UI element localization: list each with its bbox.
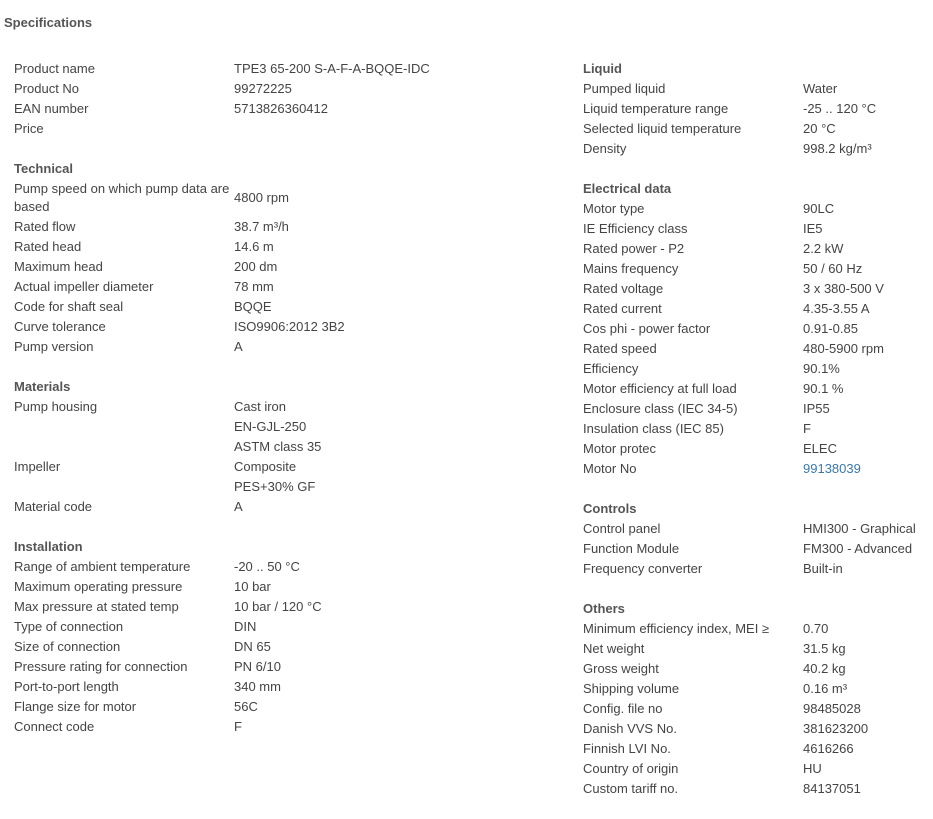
spec-label: Product No xyxy=(14,81,80,96)
spec-label: IE Efficiency class xyxy=(583,221,688,236)
spec-value: HU xyxy=(803,761,822,776)
spec-row xyxy=(14,79,454,99)
section-title: Liquid xyxy=(583,61,622,76)
spec-label: Maximum head xyxy=(14,259,103,274)
spec-label: Max pressure at stated temp xyxy=(14,599,179,614)
spec-label: Efficiency xyxy=(583,361,639,376)
spec-row xyxy=(14,637,454,657)
section-technical xyxy=(14,159,454,357)
spec-label: Rated flow xyxy=(14,219,76,234)
spec-row xyxy=(14,397,454,417)
spec-label: Motor protec xyxy=(583,441,656,456)
spec-row xyxy=(583,139,928,159)
section-materials xyxy=(14,377,454,517)
section-title: Technical xyxy=(14,161,74,176)
spec-label: Rated voltage xyxy=(583,281,664,296)
spec-row xyxy=(14,277,454,297)
spec-label xyxy=(14,417,234,437)
spec-value: 998.2 kg/m³ xyxy=(803,141,872,156)
spec-label: Motor type xyxy=(583,201,645,216)
spec-value: A xyxy=(234,339,243,354)
spec-row xyxy=(14,237,454,257)
spec-label: Port-to-port length xyxy=(14,679,119,694)
spec-label: Config. file no xyxy=(583,701,663,716)
spec-value: EN-GJL-250 xyxy=(234,419,307,434)
spec-row xyxy=(14,217,454,237)
spec-row xyxy=(583,439,928,459)
spec-value: -20 .. 50 °C xyxy=(234,559,300,574)
section-installation xyxy=(14,537,454,737)
spec-value: ISO9906:2012 3B2 xyxy=(234,319,345,334)
spec-row xyxy=(14,677,454,697)
spec-value: 0.16 m³ xyxy=(803,681,848,696)
spec-label: Motor No xyxy=(583,461,637,476)
section-title: Materials xyxy=(14,379,71,394)
spec-value: 90LC xyxy=(803,201,835,216)
spec-value: 56C xyxy=(234,699,258,714)
section-title: Others xyxy=(583,601,625,616)
spec-label: Connect code xyxy=(14,719,95,734)
spec-row xyxy=(583,219,928,239)
spec-label: Rated speed xyxy=(583,341,657,356)
spec-label: Minimum efficiency index, MEI ≥ xyxy=(583,621,770,636)
spec-value: 90.1% xyxy=(803,361,840,376)
spec-row xyxy=(583,719,928,739)
spec-label: Pumped liquid xyxy=(583,81,666,96)
spec-label: Gross weight xyxy=(583,661,659,676)
spec-row xyxy=(583,459,928,479)
spec-row xyxy=(583,199,928,219)
spec-row xyxy=(14,297,454,317)
spec-row xyxy=(14,657,454,677)
spec-row xyxy=(14,597,454,617)
spec-row xyxy=(14,717,454,737)
spec-value: 0.91-0.85 xyxy=(803,321,858,336)
spec-value: Cast iron xyxy=(234,399,287,414)
spec-label: Function Module xyxy=(583,541,680,556)
spec-row xyxy=(583,419,928,439)
spec-row xyxy=(583,299,928,319)
spec-row xyxy=(583,759,928,779)
spec-value: IP55 xyxy=(803,401,830,416)
spec-value: 84137051 xyxy=(803,781,861,796)
section-title: Controls xyxy=(583,501,637,516)
spec-label: Range of ambient temperature xyxy=(14,559,191,574)
spec-value: ELEC xyxy=(803,441,837,456)
spec-value: 14.6 m xyxy=(234,239,274,254)
spec-row xyxy=(583,99,928,119)
spec-row xyxy=(583,359,928,379)
right-column xyxy=(583,59,928,819)
spec-label: Actual impeller diameter xyxy=(14,279,154,294)
spec-value: 50 / 60 Hz xyxy=(803,261,863,276)
spec-value: PN 6/10 xyxy=(234,659,281,674)
spec-value: Composite xyxy=(234,459,297,474)
section-title: Electrical data xyxy=(583,181,672,196)
spec-label xyxy=(14,437,234,457)
spec-row xyxy=(583,699,928,719)
spec-value: 4616266 xyxy=(803,741,854,756)
spec-row xyxy=(14,477,454,497)
spec-value: 78 mm xyxy=(234,279,274,294)
spec-row xyxy=(14,317,454,337)
spec-row xyxy=(583,779,928,799)
spec-label xyxy=(14,477,234,497)
spec-row xyxy=(583,279,928,299)
spec-value: A xyxy=(234,499,243,514)
section-title: Installation xyxy=(14,539,83,554)
spec-row xyxy=(14,179,454,217)
spec-label: Insulation class (IEC 85) xyxy=(583,421,724,436)
spec-value: IE5 xyxy=(803,221,823,236)
spec-value: HMI300 - Graphical xyxy=(803,521,916,536)
spec-label: Product name xyxy=(14,61,95,76)
spec-row xyxy=(583,619,928,639)
spec-value: F xyxy=(803,421,811,436)
spec-value: 10 bar / 120 °C xyxy=(234,599,322,614)
spec-value: 38.7 m³/h xyxy=(234,219,289,234)
spec-row xyxy=(14,337,454,357)
spec-row xyxy=(583,339,928,359)
spec-value: 480-5900 rpm xyxy=(803,341,884,356)
spec-value: BQQE xyxy=(234,299,272,314)
spec-label: Rated head xyxy=(14,239,82,254)
spec-label: Cos phi - power factor xyxy=(583,321,711,336)
spec-label: Pressure rating for connection xyxy=(14,659,188,674)
spec-row xyxy=(14,577,454,597)
spec-row xyxy=(583,739,928,759)
spec-value: 2.2 kW xyxy=(803,241,844,256)
spec-value: 4800 rpm xyxy=(234,190,289,205)
spec-label: Pump speed on which pump data are based xyxy=(14,181,230,214)
spec-value: 98485028 xyxy=(803,701,861,716)
spec-row xyxy=(583,559,928,579)
spec-label: Selected liquid temperature xyxy=(583,121,742,136)
spec-label: Rated current xyxy=(583,301,662,316)
spec-label: Country of origin xyxy=(583,761,679,776)
section-controls xyxy=(583,499,928,579)
spec-row xyxy=(583,79,928,99)
spec-value: 5713826360412 xyxy=(234,101,328,116)
left-column xyxy=(14,59,454,757)
spec-label: Maximum operating pressure xyxy=(14,579,183,594)
spec-label: Density xyxy=(583,141,627,156)
spec-label: Liquid temperature range xyxy=(583,101,729,116)
spec-value: 31.5 kg xyxy=(803,641,846,656)
spec-row xyxy=(14,99,454,119)
spec-value: 200 dm xyxy=(234,259,278,274)
spec-value: Built-in xyxy=(803,561,843,576)
spec-label: Flange size for motor xyxy=(14,699,137,714)
spec-row xyxy=(14,417,454,437)
spec-label: Curve tolerance xyxy=(14,319,106,334)
spec-label: Custom tariff no. xyxy=(583,781,679,796)
motor-no-link[interactable]: 99138039 xyxy=(803,461,861,476)
spec-label: Pump version xyxy=(14,339,94,354)
spec-value: F xyxy=(234,719,242,734)
spec-row xyxy=(583,259,928,279)
spec-value: 340 mm xyxy=(234,679,281,694)
section-general xyxy=(14,59,454,139)
spec-row xyxy=(583,539,928,559)
spec-value: 4.35-3.55 A xyxy=(803,301,870,316)
spec-row xyxy=(583,239,928,259)
spec-label: Rated power - P2 xyxy=(583,241,685,256)
spec-label: Mains frequency xyxy=(583,261,679,276)
spec-value: 40.2 kg xyxy=(803,661,846,676)
spec-value: 0.70 xyxy=(803,621,829,636)
spec-value: 381623200 xyxy=(803,721,869,736)
spec-row xyxy=(583,119,928,139)
spec-value: DN 65 xyxy=(234,639,271,654)
spec-value: Water xyxy=(803,81,838,96)
spec-row xyxy=(14,457,454,477)
spec-row xyxy=(583,319,928,339)
spec-row xyxy=(583,379,928,399)
spec-row xyxy=(14,437,454,457)
spec-value: PES+30% GF xyxy=(234,479,316,494)
spec-row xyxy=(583,639,928,659)
section-electrical xyxy=(583,179,928,479)
spec-row xyxy=(583,399,928,419)
spec-label: Danish VVS No. xyxy=(583,721,677,736)
spec-label: Type of connection xyxy=(14,619,124,634)
section-others xyxy=(583,599,928,799)
spec-row xyxy=(583,679,928,699)
spec-row xyxy=(583,659,928,679)
spec-value: -25 .. 120 °C xyxy=(803,101,877,116)
spec-row xyxy=(14,59,454,79)
spec-value: TPE3 65-200 S-A-F-A-BQQE-IDC xyxy=(234,61,430,76)
spec-row xyxy=(14,557,454,577)
spec-row xyxy=(14,119,454,139)
spec-row xyxy=(14,617,454,637)
spec-label: Enclosure class (IEC 34-5) xyxy=(583,401,738,416)
spec-value: 3 x 380-500 V xyxy=(803,281,884,296)
spec-row xyxy=(14,697,454,717)
section-liquid xyxy=(583,59,928,159)
spec-label: Code for shaft seal xyxy=(14,299,124,314)
spec-value: 99272225 xyxy=(234,81,292,96)
spec-value: ASTM class 35 xyxy=(234,439,322,454)
spec-value: FM300 - Advanced xyxy=(803,541,913,556)
spec-value: DIN xyxy=(234,619,257,634)
spec-label: Pump housing xyxy=(14,399,98,414)
spec-value: 20 °C xyxy=(803,121,836,136)
page-title: Specifications xyxy=(4,15,93,30)
spec-row xyxy=(583,519,928,539)
spec-label: Size of connection xyxy=(14,639,121,654)
spec-label: Price xyxy=(14,121,44,136)
spec-label: Net weight xyxy=(583,641,645,656)
spec-value: 90.1 % xyxy=(803,381,844,396)
spec-label: Control panel xyxy=(583,521,661,536)
spec-row xyxy=(14,257,454,277)
spec-label: Frequency converter xyxy=(583,561,703,576)
spec-label: Finnish LVI No. xyxy=(583,741,671,756)
spec-label: Motor efficiency at full load xyxy=(583,381,737,396)
spec-label: Shipping volume xyxy=(583,681,680,696)
spec-label: EAN number xyxy=(14,101,89,116)
spec-label: Material code xyxy=(14,499,93,514)
spec-value: 10 bar xyxy=(234,579,271,594)
spec-row xyxy=(14,497,454,517)
spec-label: Impeller xyxy=(14,459,61,474)
